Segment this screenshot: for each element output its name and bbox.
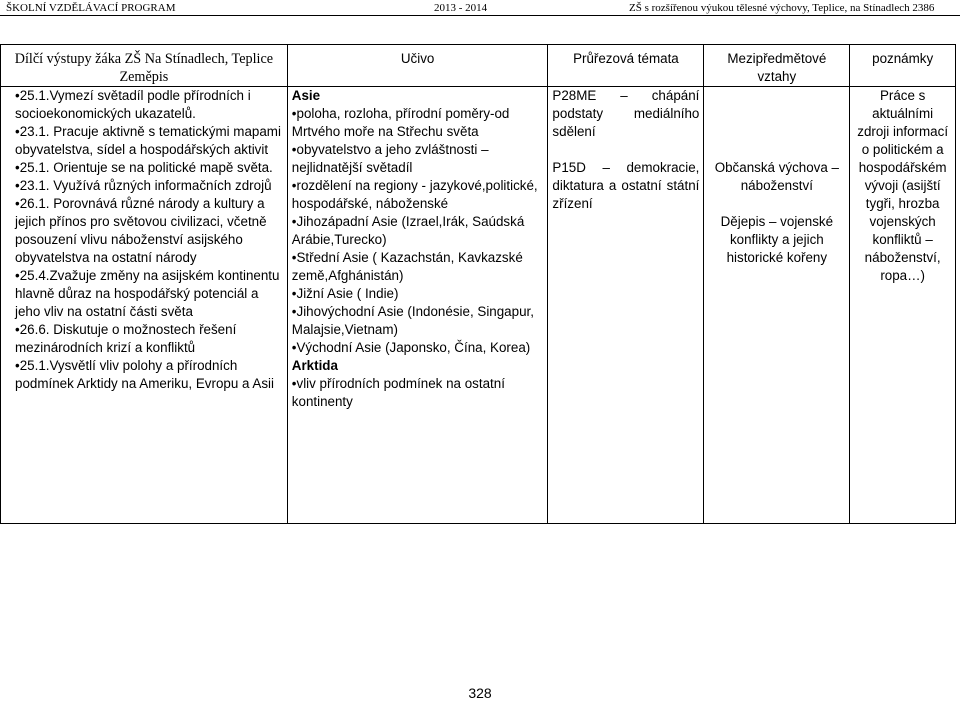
- inter-subject-civics: Občanská výchova – náboženství: [714, 160, 839, 193]
- output-item: • 25.1. Orientuje se na politické mapě světa.: [5, 159, 283, 177]
- output-item: • 25.1.Vysvětlí vliv polohy a přírodních podmínek Arktidy na Ameriku, Evropu a Asii: [5, 357, 283, 393]
- header-outputs: Dílčí výstupy žáka ZŠ Na Stínadlech, Teplice Zeměpis: [1, 45, 288, 87]
- header-school-year: 2013 - 2014: [434, 2, 488, 14]
- curriculum-item: • obyvatelstvo a jeho zvláštnosti – nejlidnatější světadíl: [292, 141, 544, 177]
- page-number: 328: [468, 685, 492, 701]
- region-heading-asia: Asie: [291, 88, 321, 103]
- header-notes: poznámky: [850, 45, 956, 87]
- output-item: • 23.1. Využívá různých informačních zdrojů: [5, 177, 283, 195]
- outputs-cell: [1, 87, 288, 524]
- cross-topic-democracy: P15D – demokracie, diktatura a ostatní státní zřízení: [552, 160, 700, 211]
- notes-cell: [850, 87, 956, 524]
- notes-text: Práce s aktuálními zdroji informací o politickém a hospodářském vývoji (asijští tygři, hrozba vojenských konfliktů – náboženství, ropa…): [857, 88, 949, 283]
- output-item: • 25.4.Zvažuje změny na asijském kontinentu hlavně důraz na hospodářský potenciál a jeho vliv na ostatní části světa: [5, 267, 283, 321]
- output-item: • 23.1. Pracuje aktivně s tematickými mapami obyvatelstva, sídel a hospodářských aktivit: [5, 123, 283, 159]
- header-inter-subject: Mezipředmětové vztahy: [704, 45, 850, 87]
- table-row: [1, 87, 956, 524]
- region-heading-arctic: Arktida: [291, 358, 338, 373]
- header-school-program: ŠKOLNÍ VZDĚLÁVACÍ PROGRAM: [6, 2, 176, 14]
- curriculum-cell: [287, 87, 548, 524]
- curriculum-table: [0, 44, 956, 524]
- curriculum-item: • Střední Asie ( Kazachstán, Kavkazské země,Afghánistán): [292, 249, 544, 285]
- curriculum-item: • Jihozápadní Asie (Izrael,Irák, Saúdská Arábie,Turecko): [292, 213, 544, 249]
- curriculum-item: • poloha, rozloha, přírodní poměry-od Mrtvého moře na Střechu světa: [292, 105, 544, 141]
- output-item: • 26.6. Diskutuje o možnostech řešení mezinárodních krizí a konfliktů: [5, 321, 283, 357]
- output-item: • 26.1. Porovnává různé národy a kultury a jejich přínos pro světovou civilizaci, včetně posouzení vlivu náboženství asijského obyvatelstva na ostatní národy: [5, 195, 283, 267]
- inter-subject-history: Dějepis – vojenské konflikty a jejich historické kořeny: [720, 214, 834, 265]
- page-header: [0, 0, 960, 18]
- header-rule: [0, 15, 960, 16]
- table-header-row: [1, 45, 956, 87]
- cross-topics-cell: [548, 87, 704, 524]
- inter-subject-cell: [704, 87, 850, 524]
- curriculum-item: • Jihovýchodní Asie (Indonésie, Singapur, Malajsie,Vietnam): [292, 303, 544, 339]
- cross-topic-media: P28ME – chápání podstaty mediálního sdělení: [552, 88, 700, 139]
- header-cross-topics: Průřezová témata: [548, 45, 704, 87]
- curriculum-item: • rozdělení na regiony - jazykové,politické, hospodářské, náboženské: [292, 177, 544, 213]
- spacer: [552, 141, 699, 159]
- curriculum-item: • Východní Asie (Japonsko, Čína, Korea): [292, 339, 544, 357]
- curriculum-item: • Jižní Asie ( Indie): [292, 285, 544, 303]
- header-curriculum: Učivo: [287, 45, 548, 87]
- spacer: [708, 87, 845, 159]
- curriculum-item: • vliv přírodních podmínek na ostatní kontinenty: [292, 375, 544, 411]
- header-school-name: ZŠ s rozšířenou výukou tělesné výchovy, Teplice, na Stínadlech 2386: [629, 2, 935, 14]
- output-item: • 25.1.Vymezí světadíl podle přírodních i socioekonomických ukazatelů.: [5, 87, 283, 123]
- spacer: [708, 195, 845, 213]
